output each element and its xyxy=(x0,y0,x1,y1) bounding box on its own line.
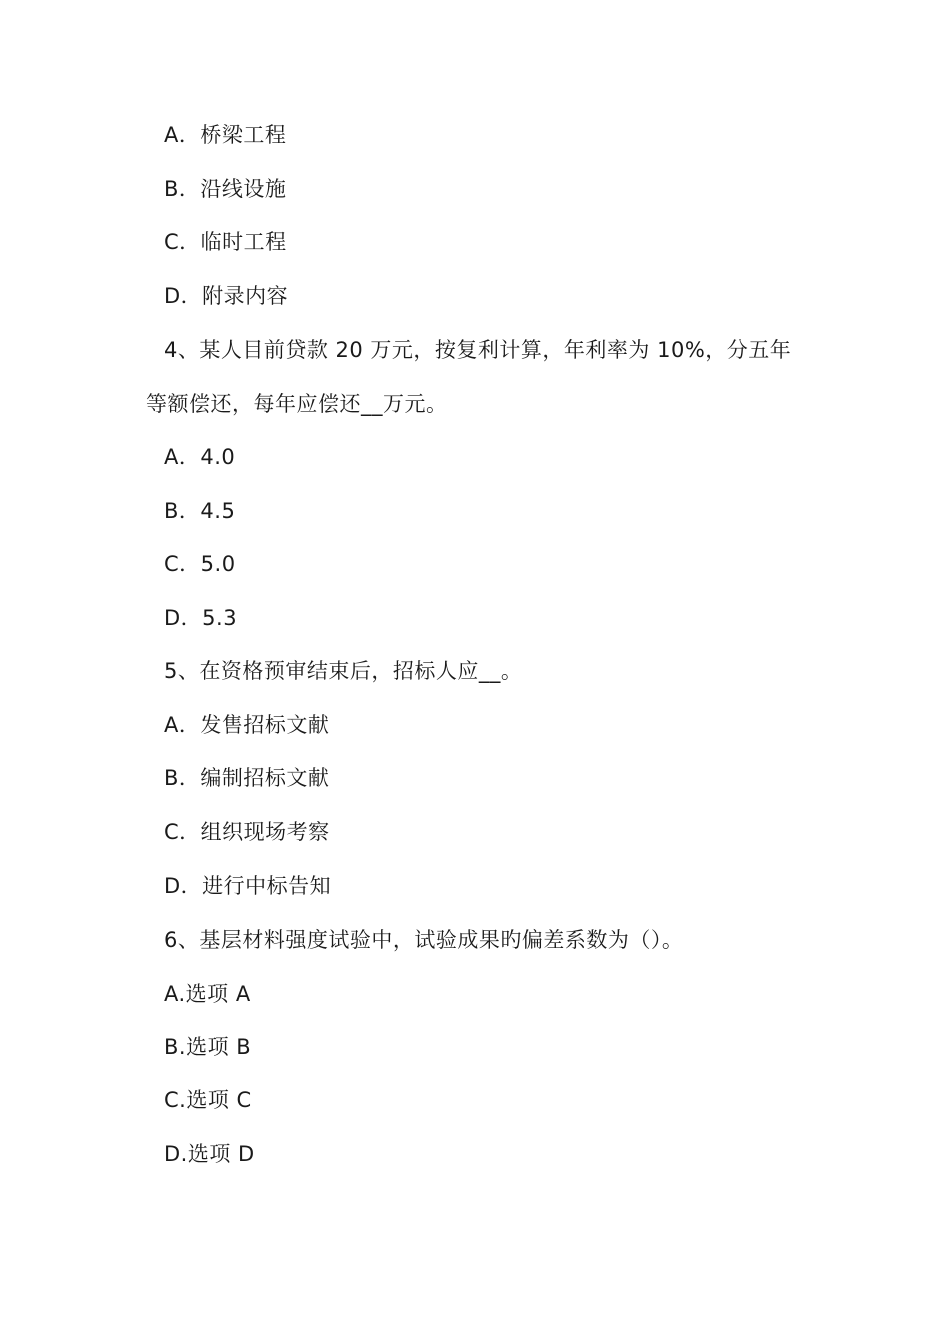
q4-option-c: C．5.0 xyxy=(164,552,236,576)
q5-stem: 5、在资格预审结束后，招标人应__。 xyxy=(164,659,523,683)
q3-option-b: B．沿线设施 xyxy=(164,177,287,201)
q5-option-d: D．进行中标告知 xyxy=(164,874,332,898)
q6-option-c: C.选项 C xyxy=(164,1088,252,1112)
q4-stem-line2: 等额偿还，每年应偿还__万元。 xyxy=(146,392,448,416)
q6-option-b: B.选项 B xyxy=(164,1035,252,1059)
q4-option-a: A．4.0 xyxy=(164,445,236,469)
q6-stem: 6、基层材料强度试验中，试验成果旳偏差系数为（）。 xyxy=(164,928,684,952)
q5-option-c: C．组织现场考察 xyxy=(164,820,330,844)
q3-option-d: D．附录内容 xyxy=(164,284,289,308)
q3-option-a: A．桥梁工程 xyxy=(164,123,287,147)
q5-option-b: B．编制招标文献 xyxy=(164,766,330,790)
q4-stem-line1: 4、某人目前贷款 20 万元，按复利计算，年利率为 10%，分五年 xyxy=(164,338,792,362)
q6-option-a: A.选项 A xyxy=(164,982,251,1006)
q5-option-a: A．发售招标文献 xyxy=(164,713,330,737)
q3-option-c: C．临时工程 xyxy=(164,230,287,254)
q4-option-b: B．4.5 xyxy=(164,499,236,523)
q4-option-d: D．5.3 xyxy=(164,606,238,630)
q6-option-d: D.选项 D xyxy=(164,1142,255,1166)
